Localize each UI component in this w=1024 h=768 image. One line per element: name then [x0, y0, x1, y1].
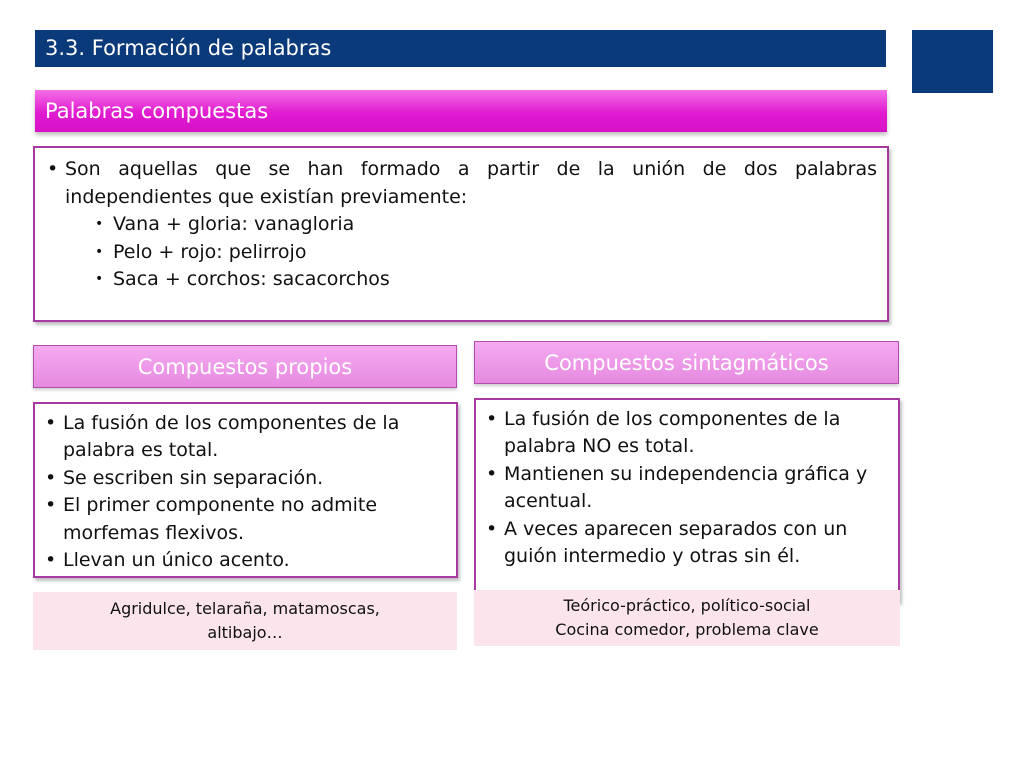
sintagmaticos-box [474, 398, 900, 602]
definition-list [45, 156, 877, 211]
definition-box [33, 146, 889, 322]
example-item: • Saca + corchos: sacacorchos [95, 266, 877, 294]
header-compuestos-sintagmaticos: Compuestos sintagmáticos [474, 341, 899, 384]
example-item: • Pelo + rojo: pelirrojo [95, 239, 877, 267]
list-item: • El primer componente no admite morfemas flexivos. [43, 492, 448, 547]
corner-decoration [912, 30, 993, 93]
section-header-palabras-compuestas: Palabras compuestas [35, 90, 887, 132]
propios-list [43, 410, 448, 574]
sintagmaticos-list [484, 406, 890, 570]
list-item: • Mantienen su independencia gráfica y acentual. [484, 461, 890, 516]
list-item: • La fusión de los componentes de la palabra es total. [43, 410, 448, 465]
definition-text: • Son aquellas que se han formado a partir de la unión de dos palabras independientes que existían previamente: [45, 156, 877, 211]
propios-examples [33, 592, 457, 650]
example-line: Agridulce, telaraña, matamoscas, [110, 599, 380, 618]
example-item: • Vana + gloria: vanagloria [95, 211, 877, 239]
propios-box [33, 402, 458, 578]
slide-title: 3.3. Formación de palabras [35, 30, 886, 67]
list-item: • Llevan un único acento. [43, 547, 448, 574]
list-item: • Se escriben sin separación. [43, 465, 448, 492]
example-line: Teórico-práctico, político-social [563, 596, 811, 615]
header-compuestos-propios: Compuestos propios [33, 345, 457, 388]
list-item: • A veces aparecen separados con un guión intermedio y otras sin él. [484, 516, 890, 571]
list-item: • La fusión de los componentes de la palabra NO es total. [484, 406, 890, 461]
example-line: Cocina comedor, problema clave [555, 620, 819, 639]
example-line: altibajo… [207, 623, 283, 642]
examples-list [45, 211, 877, 294]
sintagmaticos-examples [474, 590, 900, 646]
